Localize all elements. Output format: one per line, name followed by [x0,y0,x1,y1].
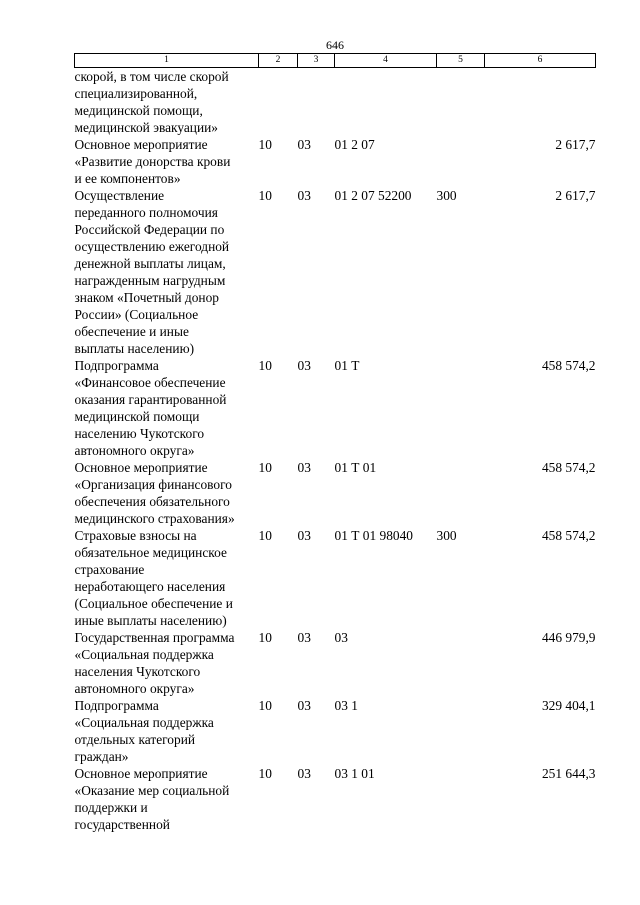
row-name-line: «Развитие донорства крови [74,154,231,169]
row-name [75,527,259,629]
row-name-line: награжденным нагрудным [74,273,226,288]
table-row [75,136,596,187]
row-name-line: «Социальная поддержка [74,715,214,730]
table-row [75,68,596,137]
row-name [75,68,259,137]
subsection-code: 03 [297,630,311,645]
row-name-line: оказания гарантированной [74,392,227,407]
row-name-line: и ее компонентов» [74,171,181,186]
subsection-code: 03 [297,358,311,373]
row-name-line: (Социальное обеспечение и [74,596,233,611]
row-name-line: денежной выплаты лицам, [74,256,226,271]
section-code: 10 [258,188,272,203]
subsection-code: 03 [297,137,311,152]
row-name-line: медицинской помощи [74,409,200,424]
column-header: 1 [75,54,259,68]
expense-type-code [437,629,485,697]
column-header: 4 [335,54,437,68]
target-article-code: 01 Т [334,358,360,373]
table-row [75,357,596,459]
table-row [75,459,596,527]
expense-type-code [437,697,485,765]
budget-table [74,53,596,833]
column-header: 5 [437,54,485,68]
row-name-line: знаком «Почетный донор [74,290,219,305]
section-code: 10 [258,698,272,713]
row-name-line: населения Чукотского [74,664,201,679]
row-name-line: страхование [74,562,145,577]
row-name-line: отдельных категорий [74,732,196,747]
row-name-line: выплаты населению) [74,341,195,356]
table-row [75,697,596,765]
row-name-line: Основное мероприятие [74,137,208,152]
column-header: 6 [485,54,596,68]
amount: 458 574,2 [541,460,596,475]
row-name-line: Осуществление [74,188,165,203]
section-code: 10 [258,358,272,373]
row-name-line: России» (Социальное [74,307,199,322]
row-name-line: осуществлению ежегодной [74,239,230,254]
target-article-code: 03 [334,630,348,645]
amount: 446 979,9 [541,630,596,645]
target-article-code: 03 1 [334,698,358,713]
row-name-line: поддержки и [74,800,148,815]
row-name-line: медицинской помощи, [74,103,203,118]
expense-type-code [437,68,485,137]
row-name-line: неработающего населения [74,579,226,594]
table-header [75,54,596,68]
table-row [75,765,596,833]
row-name [75,357,259,459]
row-name-line: Страховые взносы на [74,528,197,543]
row-name-line: Подпрограмма [74,698,159,713]
expense-type-code [437,357,485,459]
subsection-code: 03 [297,460,311,475]
column-header: 2 [259,54,298,68]
amount: 458 574,2 [541,358,596,373]
row-name [75,136,259,187]
amount: 329 404,1 [541,698,596,713]
section-code: 10 [258,528,272,543]
section-code: 10 [258,460,272,475]
row-name-line: обеспечения обязательного [74,494,230,509]
row-name [75,697,259,765]
table-row [75,629,596,697]
expense-type-code [437,136,485,187]
subsection-code: 03 [297,528,311,543]
row-name [75,459,259,527]
table-row [75,527,596,629]
row-name-line: специализированной, [74,86,198,101]
row-name-line: автономного округа» [74,443,195,458]
target-article-code: 01 Т 01 98040 [334,528,413,543]
target-article-code: 01 2 07 [334,137,375,152]
row-name-line: «Финансовое обеспечение [74,375,226,390]
row-name-line: «Социальная поддержка [74,647,214,662]
row-name-line: граждан» [74,749,129,764]
row-name-line: скорой, в том числе скорой [74,69,229,84]
section-code [259,68,298,137]
row-name-line: переданного полномочия [74,205,218,220]
row-name-line: населению Чукотского [74,426,205,441]
amount: 458 574,2 [541,528,596,543]
amount [485,68,596,137]
amount: 2 617,7 [555,188,596,203]
row-name [75,187,259,357]
expense-type-code: 300 [436,188,457,203]
target-article-code [335,68,437,137]
table-row [75,187,596,357]
subsection-code: 03 [297,188,311,203]
row-name-line: обязательное медицинское [74,545,227,560]
target-article-code: 03 1 01 [334,766,375,781]
row-name-line: медицинского страхования» [74,511,235,526]
row-name-line: Государственная программа [74,630,235,645]
subsection-code: 03 [297,698,311,713]
amount: 2 617,7 [555,137,596,152]
expense-type-code: 300 [436,528,457,543]
row-name [75,629,259,697]
row-name-line: «Оказание мер социальной [74,783,230,798]
row-name-line: Основное мероприятие [74,766,208,781]
row-name-line: обеспечение и иные [74,324,189,339]
table-body [75,68,596,834]
section-code: 10 [258,766,272,781]
row-name-line: государственной [74,817,170,832]
row-name-line: медицинской эвакуации» [74,120,219,135]
target-article-code: 01 2 07 52200 [334,188,412,203]
subsection-code [298,68,335,137]
row-name-line: иные выплаты населению) [74,613,227,628]
column-header: 3 [298,54,335,68]
target-article-code: 01 Т 01 [334,460,377,475]
subsection-code: 03 [297,766,311,781]
row-name-line: Подпрограмма [74,358,159,373]
row-name-line: Российской Федерации по [74,222,225,237]
page-number: 646 [326,38,344,52]
row-name [75,765,259,833]
section-code: 10 [258,137,272,152]
expense-type-code [437,459,485,527]
row-name-line: автономного округа» [74,681,195,696]
row-name-line: «Организация финансового [74,477,232,492]
expense-type-code [437,765,485,833]
amount: 251 644,3 [541,766,596,781]
section-code: 10 [258,630,272,645]
row-name-line: Основное мероприятие [74,460,208,475]
